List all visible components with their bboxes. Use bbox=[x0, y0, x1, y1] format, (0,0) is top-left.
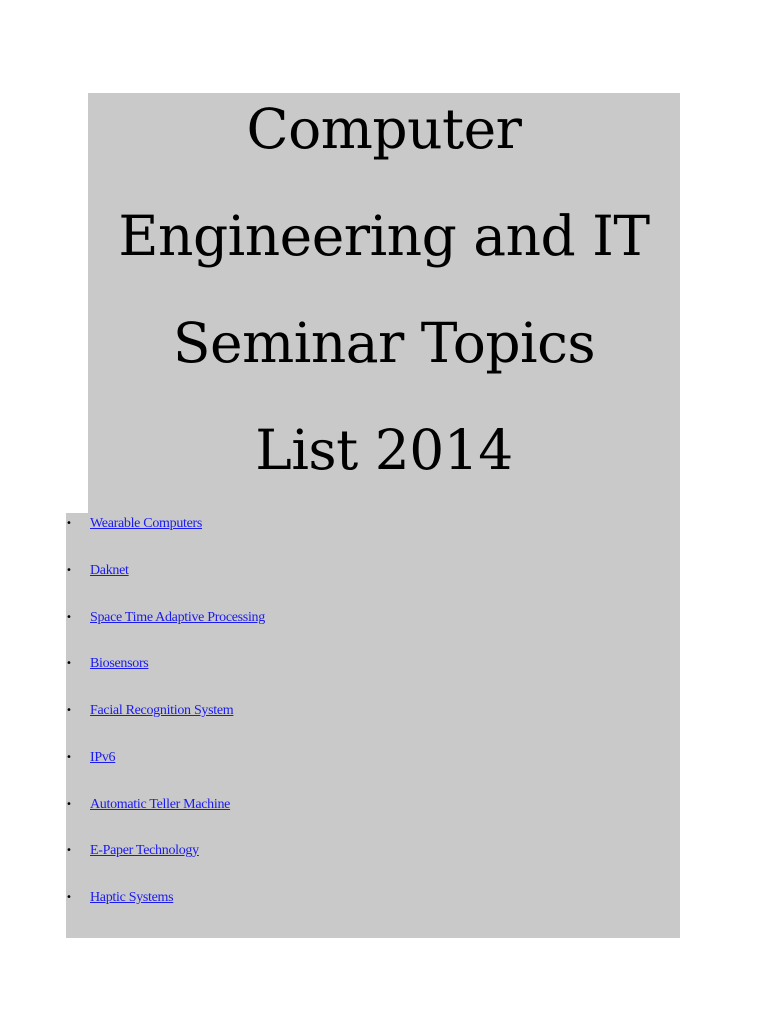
bullet-icon: • bbox=[66, 892, 72, 903]
bullet-icon: • bbox=[66, 752, 72, 763]
list-item bbox=[66, 514, 466, 534]
topic-link-ipv6[interactable]: IPv6 bbox=[90, 750, 116, 765]
bullet-icon: • bbox=[66, 705, 72, 716]
topic-link-automatic-teller-machine[interactable]: Automatic Teller Machine bbox=[90, 797, 231, 812]
bullet-icon: • bbox=[66, 845, 72, 856]
bullet-icon: • bbox=[66, 658, 72, 669]
list-item bbox=[66, 748, 466, 768]
topic-link-wearable-computers[interactable]: Wearable Computers bbox=[90, 516, 203, 531]
list-item bbox=[66, 654, 466, 674]
list-item bbox=[66, 888, 466, 908]
bullet-icon: • bbox=[66, 612, 72, 623]
list-item bbox=[66, 608, 466, 628]
bullet-icon: • bbox=[66, 565, 72, 576]
list-item bbox=[66, 701, 466, 721]
bullet-icon: • bbox=[66, 799, 72, 810]
page-title-line-2: Engineering and IT bbox=[118, 204, 650, 268]
list-item bbox=[66, 795, 466, 815]
page-title-line-1: Computer bbox=[246, 97, 522, 161]
topic-link-e-paper-technology[interactable]: E-Paper Technology bbox=[90, 843, 199, 858]
bullet-icon: • bbox=[66, 518, 72, 529]
list-item bbox=[66, 561, 466, 581]
topic-link-haptic-systems[interactable]: Haptic Systems bbox=[90, 890, 174, 905]
topic-link-facial-recognition-system[interactable]: Facial Recognition System bbox=[90, 703, 234, 718]
topic-link-daknet[interactable]: Daknet bbox=[90, 563, 129, 578]
topic-link-space-time-adaptive-processing[interactable]: Space Time Adaptive Processing bbox=[90, 610, 265, 625]
page-title-line-4: List 2014 bbox=[255, 418, 513, 482]
page-title-line-3: Seminar Topics bbox=[172, 311, 596, 375]
list-item bbox=[66, 841, 466, 861]
topic-link-biosensors[interactable]: Biosensors bbox=[90, 656, 149, 671]
